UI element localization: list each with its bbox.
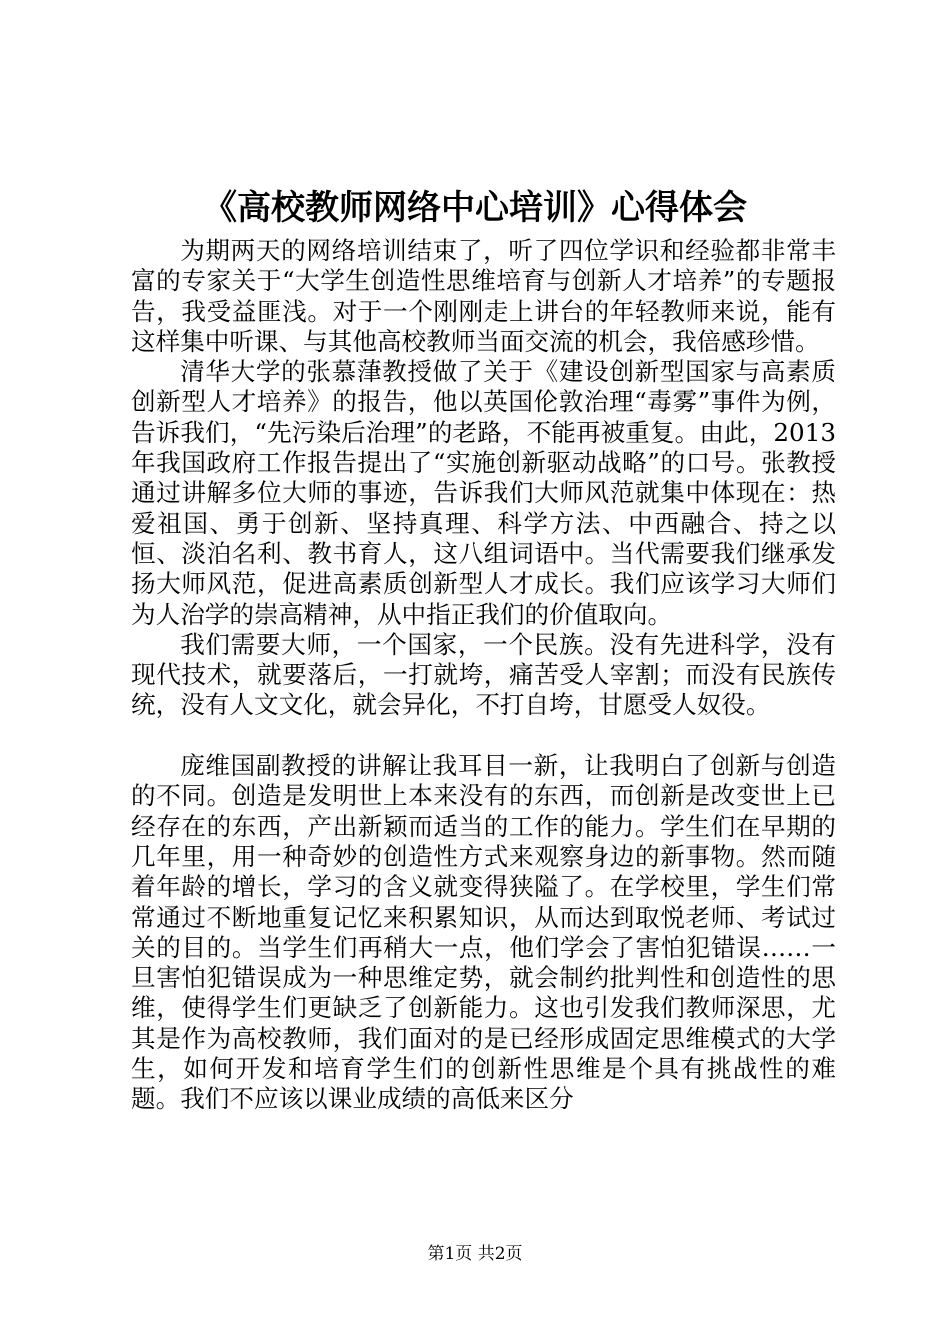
document-body [131,236,836,1115]
paragraph-4: 庞维国副教授的讲解让我耳目一新，让我明白了创新与创造的不同。创造是发明世上本来没有的东西，而创新是改变世上已经存在的东西，产出新颖而适当的工作的能力。学生们在早期的几年里，用一种奇妙的创造性方式来观察身边的新事物。然而随着年龄的增长，学习的含义就变得狭隘了。在学校里，学生们常常通过不断地重复记忆来积累知识，从而达到取悦老师、考试过关的目的。当学生们再稍大一点，他们学会了害怕犯错误……一旦害怕犯错误成为一种思维定势，就会制约批判性和创造性的思维，使得学生们更缺乏了创新能力。这也引发我们教师深思，尤其是作为高校教师，我们面对的是已经形成固定思维模式的大学生，如何开发和培育学生们的创新性思维是个具有挑战性的难题。我们不应该以课业成绩的高低来区分 [131,751,836,1114]
paragraph-1: 为期两天的网络培训结束了，听了四位学识和经验都非常丰富的专家关于“大学生创造性思维培育与创新人才培养”的专题报告，我受益匪浅。对于一个刚刚走上讲台的年轻教师来说，能有这样集中听课、与其他高校教师当面交流的机会，我倍感珍惜。 [131,236,836,356]
document-title: 《高校教师网络中心培训》心得体会 [203,188,747,228]
paragraph-2: 清华大学的张慕葏教授做了关于《建设创新型国家与高素质创新型人才培养》的报告，他以英国伦敦治理“毒雾”事件为例，告诉我们，“先污染后治理”的老路，不能再被重复。由此，2013年我国政府工作报告提出了“实施创新驱动战略”的口号。张教授通过讲解多位大师的事迹，告诉我们大师风范就集中体现在：热爱祖国、勇于创新、坚持真理、科学方法、中西融合、持之以恒、淡泊名利、教书育人，这八组词语中。当代需要我们继承发扬大师风范，促进高素质创新型人才成长。我们应该学习大师们为人治学的崇高精神，从中指正我们的价值取向。 [131,357,836,629]
paragraph-3: 我们需要大师，一个国家，一个民族。没有先进科学，没有现代技术，就要落后，一打就垮，痛苦受人宰割；而没有民族传统，没有人文文化，就会异化，不打自垮，甘愿受人奴役。 [131,629,836,720]
page-number-footer: 第1页 共2页 [427,1244,523,1264]
paragraph-spacer [131,721,836,751]
